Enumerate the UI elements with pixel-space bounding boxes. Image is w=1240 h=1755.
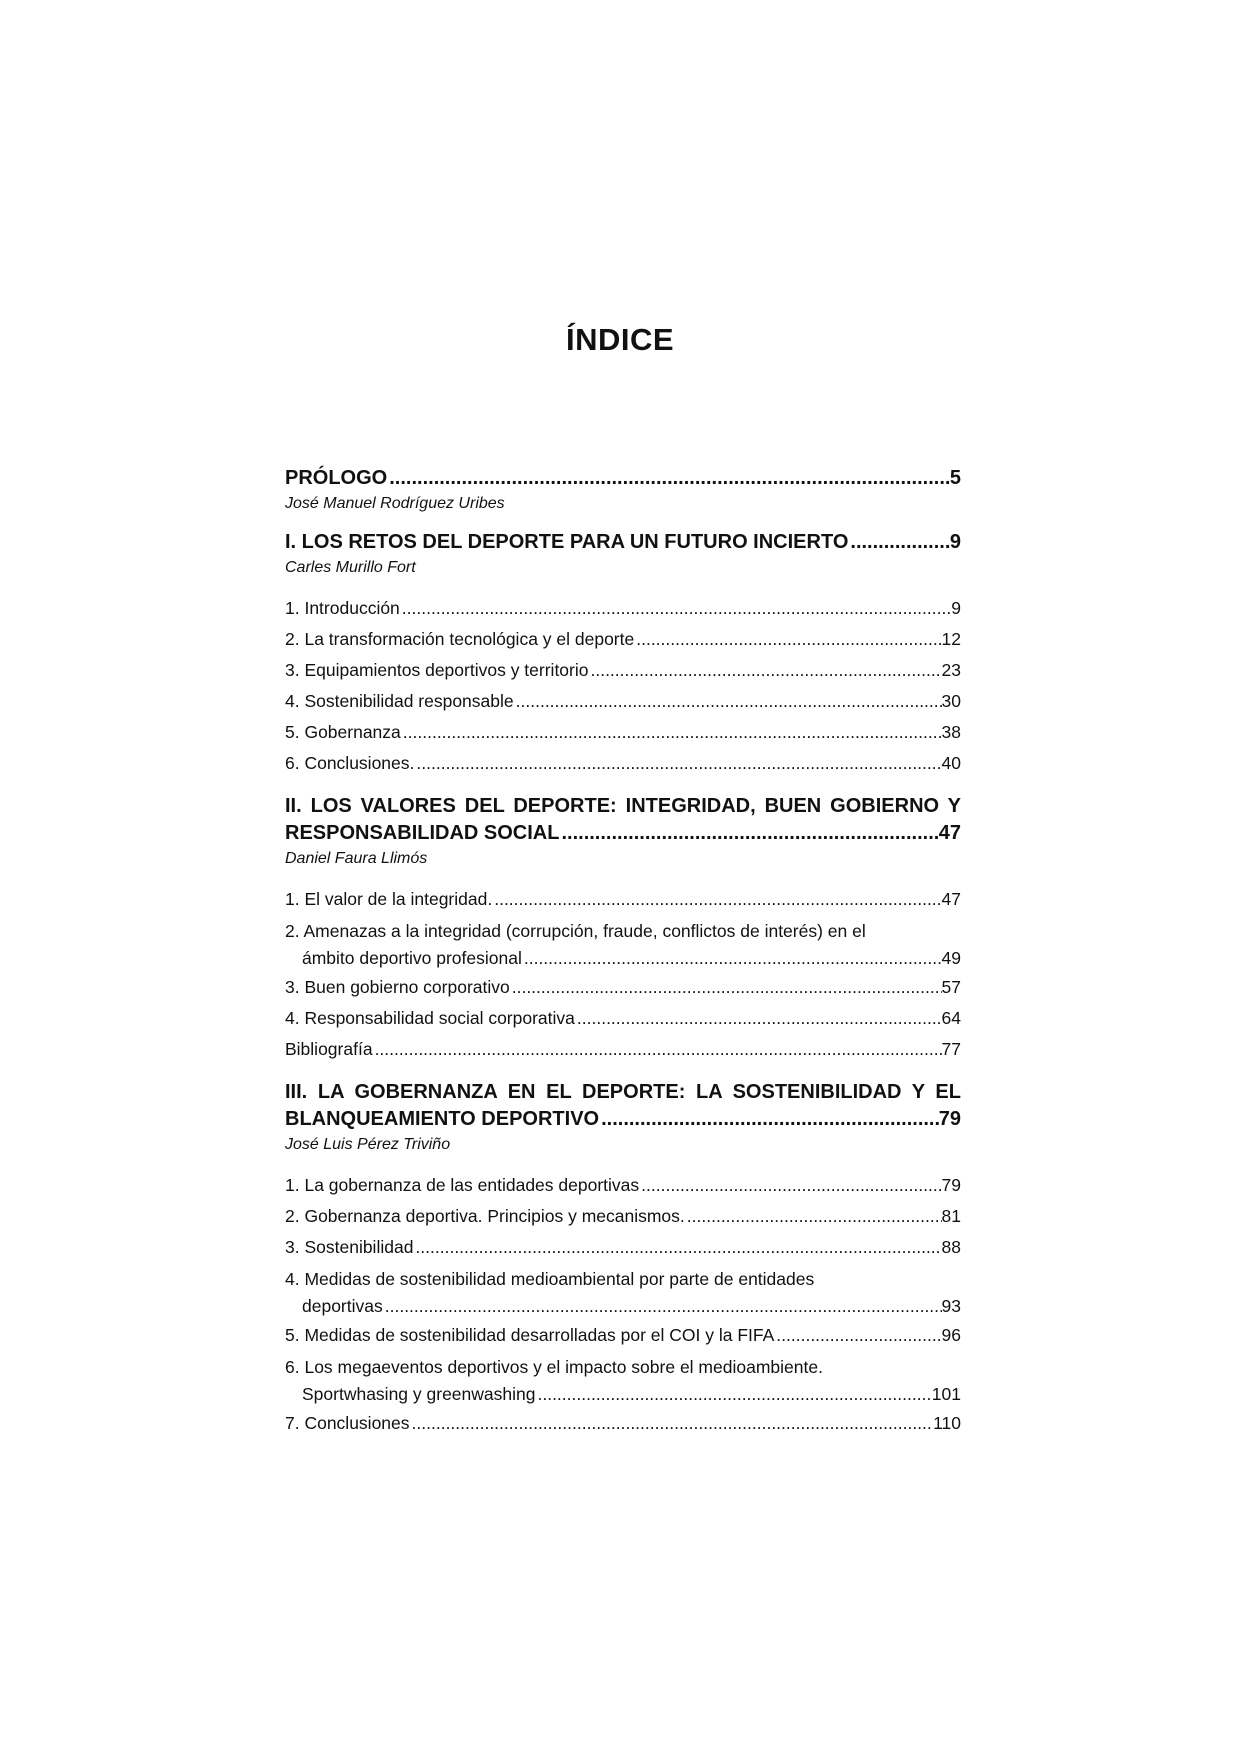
chapter-page-number: 47 <box>938 822 961 844</box>
chapter-page-number: 9 <box>949 531 961 553</box>
toc-item-label: 6. Conclusiones. <box>285 753 415 773</box>
toc-chapter-heading[interactable] <box>285 1079 961 1133</box>
toc-item[interactable] <box>285 1034 961 1065</box>
chapter-page-number: 5 <box>949 467 961 489</box>
dot-leader <box>588 655 941 686</box>
toc-item-label: 1. La gobernanza de las entidades deportivas <box>285 1175 640 1195</box>
toc-item-label: 3. Buen gobierno corporativo <box>285 977 510 997</box>
toc-item-page: 9 <box>951 598 961 618</box>
toc-item-list <box>285 1170 961 1439</box>
chapter-author: Daniel Faura Llimós <box>285 850 428 867</box>
toc-chapter-heading[interactable] <box>285 793 961 847</box>
toc-item[interactable] <box>285 624 961 655</box>
toc-item-page: 93 <box>941 1296 961 1316</box>
page-title: ÍNDICE <box>565 322 675 357</box>
toc-item-page: 96 <box>941 1325 961 1345</box>
chapter-title: I. LOS RETOS DEL DEPORTE PARA UN FUTURO INCIERTO <box>285 531 849 553</box>
toc-item-page: 110 <box>933 1413 961 1433</box>
dot-leader <box>535 1381 931 1408</box>
toc-item-page: 57 <box>941 977 961 997</box>
toc-item[interactable] <box>285 686 961 717</box>
toc-item[interactable] <box>285 655 961 686</box>
toc-item[interactable] <box>285 593 961 624</box>
toc-item[interactable] <box>285 1408 961 1439</box>
dot-leader <box>400 593 951 624</box>
toc-item-label: 2. La transformación tecnológica y el deporte <box>285 629 635 649</box>
toc-item-label: 1. Introducción <box>285 598 400 618</box>
chapter-page-number: 79 <box>938 1108 961 1130</box>
toc-item[interactable] <box>285 1170 961 1201</box>
toc-chapter-heading[interactable] <box>285 529 961 556</box>
toc-item-label-line: 4. Medidas de sostenibilidad medioambiental por parte de entidades <box>285 1269 815 1289</box>
toc-item-page: 23 <box>941 660 961 680</box>
toc-item-page: 40 <box>941 753 961 773</box>
dot-leader <box>634 624 941 655</box>
toc-item-page: 81 <box>941 1206 961 1226</box>
dot-leader <box>639 1170 941 1201</box>
toc-item-label: 2. Gobernanza deportiva. Principios y mecanismos. <box>285 1206 685 1226</box>
toc-item-label: 4. Sostenibilidad responsable <box>285 691 514 711</box>
dot-leader <box>410 1408 934 1439</box>
toc-item-page: 30 <box>941 691 961 711</box>
dot-leader <box>685 1201 942 1232</box>
dot-leader <box>492 884 941 915</box>
toc-item-label: 4. Responsabilidad social corporativa <box>285 1008 575 1028</box>
toc-item-label: ámbito deportivo profesional <box>302 948 522 968</box>
toc-item[interactable] <box>285 748 961 779</box>
toc-item-list <box>285 593 961 779</box>
dot-leader <box>559 820 938 847</box>
dot-leader <box>401 717 942 748</box>
dot-leader <box>414 748 941 779</box>
dot-leader <box>373 1034 942 1065</box>
toc-item-page: 77 <box>941 1039 961 1059</box>
toc-section-prologo <box>285 465 961 515</box>
toc-section-3 <box>285 1079 961 1439</box>
dot-leader <box>599 1106 939 1133</box>
toc-item[interactable] <box>285 1320 961 1351</box>
chapter-title: RESPONSABILIDAD SOCIAL <box>285 822 560 844</box>
toc-item-label-line: 6. Los megaeventos deportivos y el impacto sobre el medioambiente. <box>285 1357 823 1377</box>
toc-item-label: 3. Equipamientos deportivos y territorio <box>285 660 589 680</box>
dot-leader <box>387 465 950 492</box>
toc-item-label: 5. Medidas de sostenibilidad desarrolladas por el COI y la FIFA <box>285 1325 775 1345</box>
toc-item-page: 47 <box>941 889 961 909</box>
chapter-author: José Manuel Rodríguez Uribes <box>285 495 505 512</box>
toc-item[interactable] <box>285 1003 961 1034</box>
toc-item-page: 12 <box>941 629 961 649</box>
toc-item-label: Sportwhasing y greenwashing <box>302 1384 536 1404</box>
dot-leader <box>848 529 949 556</box>
toc-item-label: Bibliografía <box>285 1039 373 1059</box>
toc-item-label: 7. Conclusiones <box>285 1413 410 1433</box>
toc-item-label: deportivas <box>302 1296 383 1316</box>
toc-item-label: 5. Gobernanza <box>285 722 401 742</box>
toc-chapter-heading[interactable] <box>285 465 961 492</box>
toc-item-label-line: 2. Amenazas a la integridad (corrupción, fraude, conflictos de interés) en el <box>285 921 866 941</box>
dot-leader <box>510 972 942 1003</box>
toc-item[interactable] <box>285 884 961 915</box>
chapter-title: BLANQUEAMIENTO DEPORTIVO <box>285 1108 600 1130</box>
toc-item-label: 3. Sostenibilidad <box>285 1237 414 1257</box>
toc-item-label: 1. El valor de la integridad. <box>285 889 493 909</box>
toc-item[interactable] <box>285 1354 961 1408</box>
toc-item-page: 49 <box>941 948 961 968</box>
chapter-title-line: III. LA GOBERNANZA EN EL DEPORTE: LA SOSTENIBILIDAD Y EL <box>285 1081 961 1103</box>
dot-leader <box>514 686 942 717</box>
toc-section-2 <box>285 793 961 1065</box>
toc-item-page: 79 <box>941 1175 961 1195</box>
dot-leader <box>522 945 942 972</box>
toc-item-list <box>285 884 961 1065</box>
chapter-title: PRÓLOGO <box>285 467 388 489</box>
chapter-title-line: II. LOS VALORES DEL DEPORTE: INTEGRIDAD, BUEN GOBIERNO Y <box>285 795 961 817</box>
toc-item[interactable] <box>285 717 961 748</box>
toc-item[interactable] <box>285 1232 961 1263</box>
chapter-author: Carles Murillo Fort <box>285 559 416 576</box>
chapter-author: José Luis Pérez Triviño <box>285 1136 451 1153</box>
toc-section-1 <box>285 529 961 779</box>
dot-leader <box>383 1293 942 1320</box>
toc-item[interactable] <box>285 972 961 1003</box>
toc-item-page: 64 <box>941 1008 961 1028</box>
toc-item[interactable] <box>285 918 961 972</box>
dot-leader <box>774 1320 941 1351</box>
toc-item[interactable] <box>285 1266 961 1320</box>
table-of-contents <box>285 465 961 1453</box>
dot-leader <box>413 1232 941 1263</box>
toc-item[interactable] <box>285 1201 961 1232</box>
toc-item-page: 38 <box>941 722 961 742</box>
dot-leader <box>575 1003 942 1034</box>
toc-item-page: 101 <box>931 1384 961 1404</box>
toc-item-page: 88 <box>941 1237 961 1257</box>
